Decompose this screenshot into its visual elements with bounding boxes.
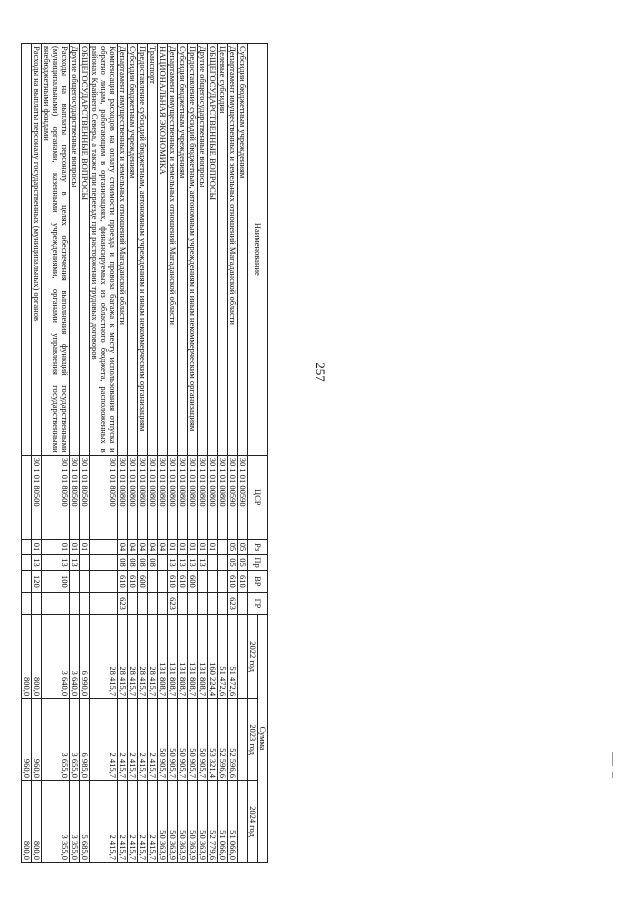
cell-y2023: 2 415,7 bbox=[138, 699, 148, 781]
cell-gr bbox=[90, 592, 118, 614]
cell-gr bbox=[158, 592, 168, 614]
cell-pr: 05 bbox=[228, 555, 238, 570]
cell-name: Расходы на выплаты персоналу государственных (муниципальных) органов bbox=[32, 44, 42, 456]
cell-rz: 01 bbox=[178, 539, 188, 554]
cell-csr: 30 1 01 80500 bbox=[90, 455, 118, 539]
cell-y2022: 160 224,4 bbox=[208, 615, 218, 699]
cell-rz: 01 bbox=[70, 539, 80, 554]
cell-y2022: 131 808,7 bbox=[178, 615, 188, 699]
table-row bbox=[42, 44, 70, 863]
header-rz: Рз bbox=[248, 539, 268, 554]
cell-csr: 30 1 01 00800 bbox=[188, 455, 198, 539]
footer-cell-csr bbox=[22, 455, 32, 539]
cell-y2023: 2 415,7 bbox=[90, 699, 118, 781]
cell-name: Департамент имущественных и земельных отношений Магаданской области bbox=[228, 44, 238, 456]
cell-csr: 30 1 01 00800 bbox=[218, 455, 228, 539]
cell-gr: 623 bbox=[228, 592, 238, 614]
cell-gr bbox=[148, 592, 158, 614]
cell-y2022: 28 415,7 bbox=[118, 615, 128, 699]
cell-y2024: 50 363,9 bbox=[178, 781, 188, 863]
cell-rz: 04 bbox=[158, 539, 168, 554]
footer-cell-y2022: 800,0 bbox=[22, 615, 32, 699]
cell-y2022: 3 640,0 bbox=[70, 615, 80, 699]
cell-rz: 04 bbox=[118, 539, 128, 554]
cell-y2022: 131 808,7 bbox=[188, 615, 198, 699]
cell-y2023: 2 415,7 bbox=[128, 699, 138, 781]
cell-name: Предоставление субсидий бюджетным, автономным учреждениям и иным некоммерческим организациям bbox=[138, 44, 148, 456]
footer-cell-pr bbox=[22, 555, 32, 570]
cell-vr: 600 bbox=[138, 570, 148, 592]
cell-csr: 30 1 01 80500 bbox=[80, 455, 90, 539]
cell-y2022: 131 808,7 bbox=[168, 615, 178, 699]
table-row bbox=[208, 44, 218, 863]
cell-csr: 30 1 01 00800 bbox=[168, 455, 178, 539]
cell-y2024: 2 415,7 bbox=[148, 781, 158, 863]
cell-vr: 610 bbox=[178, 570, 188, 592]
cell-name: Субсидии бюджетным учреждениям bbox=[128, 44, 138, 456]
cell-y2024: 800,0 bbox=[32, 781, 42, 863]
cell-name: ОБЩЕГОСУДАРСТВЕННЫЕ ВОПРОСЫ bbox=[208, 44, 218, 456]
scan-artifact bbox=[612, 772, 613, 778]
table-row bbox=[32, 44, 42, 863]
cell-vr bbox=[90, 570, 118, 592]
cell-csr: 30 1 01 00590 bbox=[238, 455, 248, 539]
cell-pr bbox=[218, 555, 228, 570]
cell-y2022: 800,0 bbox=[32, 615, 42, 699]
cell-y2022 bbox=[238, 615, 248, 699]
cell-vr bbox=[70, 570, 80, 592]
cell-gr bbox=[178, 592, 188, 614]
cell-gr bbox=[238, 592, 248, 614]
cell-rz: 01 bbox=[198, 539, 208, 554]
table-row bbox=[198, 44, 208, 863]
cell-name: Другие общегосударственные вопросы bbox=[70, 44, 80, 456]
cell-y2024: 50 363,9 bbox=[168, 781, 178, 863]
cell-pr: 08 bbox=[118, 555, 128, 570]
cell-vr bbox=[198, 570, 208, 592]
cell-y2024: 52 779,6 bbox=[208, 781, 218, 863]
cell-y2022: 131 808,7 bbox=[198, 615, 208, 699]
cell-gr bbox=[218, 592, 228, 614]
cell-y2024: 51 066,0 bbox=[218, 781, 228, 863]
cell-y2024: 50 363,9 bbox=[198, 781, 208, 863]
cell-y2023: 50 905,7 bbox=[178, 699, 188, 781]
header-2024: 2024 год bbox=[248, 781, 258, 863]
cell-name: Расходы на выплаты персоналу в целях обеспечения выполнения функций государственными (муниципальными) органами, казенными учреждениями, органами управления государственными внебюджетными фондами bbox=[42, 44, 70, 456]
cell-gr: 623 bbox=[168, 592, 178, 614]
header-gr: ГР bbox=[248, 592, 268, 614]
header-2023: 2023 год bbox=[248, 699, 258, 781]
table-row bbox=[238, 44, 248, 863]
cell-y2022: 28 415,7 bbox=[138, 615, 148, 699]
cell-name: Компенсация расходов на оплату стоимости проезда и провоза багажа к месту использования отпуска и обратно лицам, работающим в организациях, финансируемых из областного бюджета, расположенных в районах Крайнего Севера, а также при переезде при расторжении трудовых договоров bbox=[90, 44, 118, 456]
cell-vr bbox=[80, 570, 90, 592]
cell-pr: 08 bbox=[138, 555, 148, 570]
cell-csr: 30 1 01 00800 bbox=[118, 455, 128, 539]
cell-y2023: 53 321,4 bbox=[208, 699, 218, 781]
header-name: Наименование bbox=[248, 44, 268, 456]
cell-gr bbox=[70, 592, 80, 614]
cell-rz bbox=[90, 539, 118, 554]
footer-cell-y2023: 960,0 bbox=[22, 699, 32, 781]
cell-y2024 bbox=[238, 781, 248, 863]
budget-table bbox=[21, 43, 268, 863]
cell-name: Субсидии бюджетным учреждениям bbox=[238, 44, 248, 456]
cell-pr bbox=[208, 555, 218, 570]
cell-y2024: 3 355,0 bbox=[42, 781, 70, 863]
cell-pr: 13 bbox=[32, 555, 42, 570]
cell-name: Целевые субсидии bbox=[218, 44, 228, 456]
header-csr: ЦСР bbox=[248, 455, 268, 539]
cell-y2022: 6 990,0 bbox=[80, 615, 90, 699]
cell-rz: 04 bbox=[128, 539, 138, 554]
cell-pr: 08 bbox=[128, 555, 138, 570]
cell-pr: 08 bbox=[148, 555, 158, 570]
cell-csr: 30 1 01 00800 bbox=[148, 455, 158, 539]
cell-pr: 13 bbox=[188, 555, 198, 570]
cell-y2022: 28 415,7 bbox=[128, 615, 138, 699]
footer-cell-vr bbox=[22, 570, 32, 592]
table-row bbox=[70, 44, 80, 863]
cell-y2023: 50 905,7 bbox=[158, 699, 168, 781]
cell-y2023: 50 905,7 bbox=[198, 699, 208, 781]
footer-cell-y2024: 800,0 bbox=[22, 781, 32, 863]
cell-name: Департамент имущественных и земельных отношений Магаданской области bbox=[118, 44, 128, 456]
cell-vr: 600 bbox=[188, 570, 198, 592]
cell-rz: 01 bbox=[80, 539, 90, 554]
cell-y2023: 6 985,0 bbox=[80, 699, 90, 781]
cell-rz: 05 bbox=[228, 539, 238, 554]
table-row bbox=[178, 44, 188, 863]
cell-vr: 610 bbox=[228, 570, 238, 592]
cell-gr bbox=[138, 592, 148, 614]
cell-name: Субсидии бюджетным учреждениям bbox=[178, 44, 188, 456]
cell-y2024: 2 415,7 bbox=[128, 781, 138, 863]
cell-y2023: 3 655,0 bbox=[42, 699, 70, 781]
budget-table-container bbox=[22, 43, 268, 863]
footer-cell-gr bbox=[22, 592, 32, 614]
cell-pr: 13 bbox=[42, 555, 70, 570]
cell-gr bbox=[208, 592, 218, 614]
cell-pr bbox=[90, 555, 118, 570]
cell-csr: 30 1 01 00800 bbox=[178, 455, 188, 539]
cell-y2023 bbox=[238, 699, 248, 781]
cell-rz: 01 bbox=[168, 539, 178, 554]
cell-vr: 120 bbox=[32, 570, 42, 592]
table-row bbox=[168, 44, 178, 863]
header-sum: Сумма bbox=[258, 615, 268, 863]
cell-vr: 610 bbox=[118, 570, 128, 592]
cell-y2024: 3 355,0 bbox=[70, 781, 80, 863]
cell-y2023: 2 415,7 bbox=[118, 699, 128, 781]
cell-csr: 30 1 01 00590 bbox=[228, 455, 238, 539]
cell-y2022: 28 415,7 bbox=[148, 615, 158, 699]
cell-y2024: 50 363,9 bbox=[188, 781, 198, 863]
header-pr: Пр bbox=[248, 555, 268, 570]
cell-pr: 13 bbox=[178, 555, 188, 570]
cell-y2022: 3 640,0 bbox=[42, 615, 70, 699]
cell-y2024: 51 066,0 bbox=[228, 781, 238, 863]
cell-pr bbox=[158, 555, 168, 570]
cell-y2024: 5 685,0 bbox=[80, 781, 90, 863]
cell-rz: 01 bbox=[32, 539, 42, 554]
cell-rz: 01 bbox=[208, 539, 218, 554]
cell-rz bbox=[218, 539, 228, 554]
cell-name: Предоставление субсидий бюджетным, автономным учреждениям и иным некоммерческим организациям bbox=[188, 44, 198, 456]
cell-csr: 30 1 01 00800 bbox=[158, 455, 168, 539]
cell-y2022: 51 472,6 bbox=[218, 615, 228, 699]
cell-y2024: 2 415,7 bbox=[90, 781, 118, 863]
cell-gr bbox=[80, 592, 90, 614]
table-row bbox=[80, 44, 90, 863]
header-2022: 2022 год bbox=[248, 615, 258, 699]
cell-vr bbox=[158, 570, 168, 592]
cell-vr bbox=[148, 570, 158, 592]
cell-y2023: 52 596,6 bbox=[228, 699, 238, 781]
cell-csr: 30 1 01 80500 bbox=[32, 455, 42, 539]
header-row-1 bbox=[258, 44, 268, 863]
table-row bbox=[128, 44, 138, 863]
cell-y2023: 50 905,7 bbox=[188, 699, 198, 781]
cell-gr: 623 bbox=[118, 592, 128, 614]
footer-cell-rz bbox=[22, 539, 32, 554]
cell-csr: 30 1 01 80500 bbox=[42, 455, 70, 539]
footer-cell-name bbox=[22, 44, 32, 456]
table-row bbox=[188, 44, 198, 863]
cell-y2023: 2 415,7 bbox=[148, 699, 158, 781]
cell-y2024: 2 415,7 bbox=[138, 781, 148, 863]
table-row bbox=[118, 44, 128, 863]
cell-gr bbox=[42, 592, 70, 614]
table-row bbox=[218, 44, 228, 863]
cell-pr: 13 bbox=[70, 555, 80, 570]
cell-vr: 100 bbox=[42, 570, 70, 592]
cell-pr: 13 bbox=[168, 555, 178, 570]
cell-name: Департамент имущественных и земельных отношений Магаданской области bbox=[168, 44, 178, 456]
cell-y2024: 2 415,7 bbox=[118, 781, 128, 863]
cell-vr: 610 bbox=[238, 570, 248, 592]
cell-y2023: 3 655,0 bbox=[70, 699, 80, 781]
table-row bbox=[138, 44, 148, 863]
cell-y2022: 131 808,7 bbox=[158, 615, 168, 699]
cell-vr bbox=[208, 570, 218, 592]
table-row bbox=[158, 44, 168, 863]
cell-pr: 05 bbox=[238, 555, 248, 570]
table-row bbox=[90, 44, 118, 863]
cell-rz: 01 bbox=[188, 539, 198, 554]
cell-y2024: 50 363,9 bbox=[158, 781, 168, 863]
table-row bbox=[228, 44, 238, 863]
cell-vr: 610 bbox=[128, 570, 138, 592]
cell-csr: 30 1 01 00800 bbox=[128, 455, 138, 539]
cell-gr bbox=[188, 592, 198, 614]
rotated-page-content bbox=[22, 43, 268, 863]
cell-y2022: 28 415,7 bbox=[90, 615, 118, 699]
cell-pr: 13 bbox=[198, 555, 208, 570]
cell-name: ОБЩЕГОСУДАРСТВЕННЫЕ ВОПРОСЫ bbox=[80, 44, 90, 456]
table-row bbox=[148, 44, 158, 863]
cell-rz: 01 bbox=[42, 539, 70, 554]
scan-artifact bbox=[612, 752, 613, 766]
cell-vr: 610 bbox=[168, 570, 178, 592]
cell-y2023: 52 596,6 bbox=[218, 699, 228, 781]
table-body bbox=[22, 44, 248, 863]
cell-y2023: 960,0 bbox=[32, 699, 42, 781]
cell-csr: 30 1 01 00800 bbox=[138, 455, 148, 539]
cell-rz: 05 bbox=[238, 539, 248, 554]
cell-y2022: 51 472,6 bbox=[228, 615, 238, 699]
cell-vr bbox=[218, 570, 228, 592]
cell-y2023: 50 905,7 bbox=[168, 699, 178, 781]
table-row-footer bbox=[22, 44, 32, 863]
cell-name: НАЦИОНАЛЬНАЯ ЭКОНОМИКА bbox=[158, 44, 168, 456]
cell-rz: 04 bbox=[138, 539, 148, 554]
cell-csr: 30 1 01 80500 bbox=[70, 455, 80, 539]
cell-gr bbox=[198, 592, 208, 614]
cell-rz: 04 bbox=[148, 539, 158, 554]
cell-name: Другие общегосударственные вопросы bbox=[198, 44, 208, 456]
cell-gr bbox=[128, 592, 138, 614]
cell-csr: 30 1 01 00800 bbox=[198, 455, 208, 539]
cell-name: Транспорт bbox=[148, 44, 158, 456]
cell-gr bbox=[32, 592, 42, 614]
cell-csr: 30 1 01 00800 bbox=[208, 455, 218, 539]
page-number: 257 bbox=[313, 362, 328, 382]
header-vr: ВР bbox=[248, 570, 268, 592]
cell-pr bbox=[80, 555, 90, 570]
